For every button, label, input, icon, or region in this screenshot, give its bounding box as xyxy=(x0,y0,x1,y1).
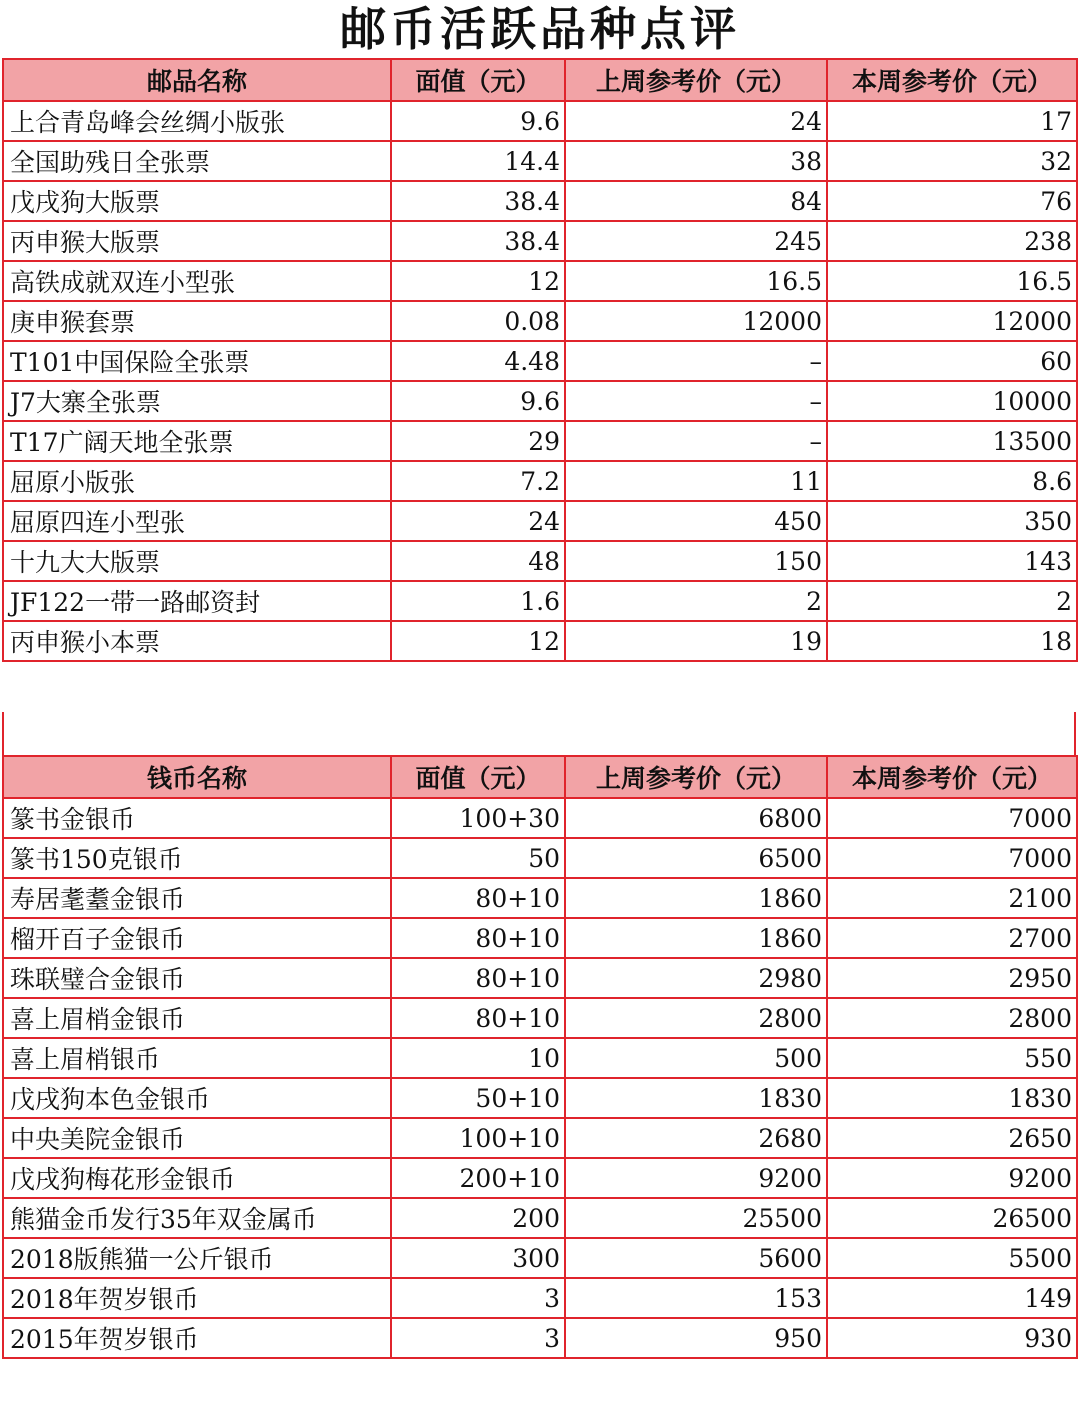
coin-row xyxy=(3,1158,1077,1198)
last-week-price-cell: – xyxy=(565,381,827,421)
face-value-cell: 38.4 xyxy=(391,221,565,261)
last-week-price-header: 上周参考价（元） xyxy=(565,756,827,798)
this-week-price-cell: 2700 xyxy=(827,918,1077,958)
this-week-price-cell: 5500 xyxy=(827,1238,1077,1278)
stamp-row xyxy=(3,181,1077,221)
stamp-row xyxy=(3,221,1077,261)
coin-row xyxy=(3,1198,1077,1238)
this-week-price-cell: 2800 xyxy=(827,998,1077,1038)
last-week-price-cell: 9200 xyxy=(565,1158,827,1198)
stamp-row xyxy=(3,341,1077,381)
last-week-price-header: 上周参考价（元） xyxy=(565,59,827,101)
last-week-price-cell: 12000 xyxy=(565,301,827,341)
last-week-price-cell: 2 xyxy=(565,581,827,621)
last-week-price-cell: 19 xyxy=(565,621,827,661)
coin-row xyxy=(3,1078,1077,1118)
item-name-cell: 屈原小版张 xyxy=(3,461,391,501)
this-week-price-cell: 32 xyxy=(827,141,1077,181)
last-week-price-cell: 245 xyxy=(565,221,827,261)
stamp-row xyxy=(3,581,1077,621)
item-name-cell: 屈原四连小型张 xyxy=(3,501,391,541)
table-separator xyxy=(2,712,1076,756)
item-name-cell: 珠联璧合金银币 xyxy=(3,958,391,998)
this-week-price-cell: 76 xyxy=(827,181,1077,221)
face-value-cell: 3 xyxy=(391,1278,565,1318)
face-value-cell: 12 xyxy=(391,621,565,661)
item-name-cell: 熊猫金币发行35年双金属币 xyxy=(3,1198,391,1238)
item-name-cell: 2015年贺岁银币 xyxy=(3,1318,391,1358)
last-week-price-cell: 5600 xyxy=(565,1238,827,1278)
stamp-row xyxy=(3,261,1077,301)
face-value-cell: 3 xyxy=(391,1318,565,1358)
face-value-cell: 200 xyxy=(391,1198,565,1238)
face-value-cell: 50 xyxy=(391,838,565,878)
this-week-price-cell: 7000 xyxy=(827,798,1077,838)
coin-price-table xyxy=(2,755,1078,1359)
item-name-cell: 喜上眉梢金银币 xyxy=(3,998,391,1038)
last-week-price-cell: 950 xyxy=(565,1318,827,1358)
item-name-cell: 戊戌狗梅花形金银币 xyxy=(3,1158,391,1198)
this-week-price-cell: 8.6 xyxy=(827,461,1077,501)
this-week-price-header: 本周参考价（元） xyxy=(827,59,1077,101)
face-value-cell: 80+10 xyxy=(391,958,565,998)
face-value-header: 面值（元） xyxy=(391,59,565,101)
item-name-cell: 寿居耄耋金银币 xyxy=(3,878,391,918)
this-week-price-cell: 2 xyxy=(827,581,1077,621)
face-value-cell: 300 xyxy=(391,1238,565,1278)
last-week-price-cell: 11 xyxy=(565,461,827,501)
item-name-cell: 戊戌狗本色金银币 xyxy=(3,1078,391,1118)
item-name-cell: 篆书金银币 xyxy=(3,798,391,838)
face-value-cell: 0.08 xyxy=(391,301,565,341)
item-name-cell: 篆书150克银币 xyxy=(3,838,391,878)
this-week-price-cell: 17 xyxy=(827,101,1077,141)
face-value-cell: 10 xyxy=(391,1038,565,1078)
item-name-cell: JF122一带一路邮资封 xyxy=(3,581,391,621)
last-week-price-cell: 500 xyxy=(565,1038,827,1078)
face-value-cell: 100+30 xyxy=(391,798,565,838)
item-name-cell: 丙申猴小本票 xyxy=(3,621,391,661)
last-week-price-cell: 25500 xyxy=(565,1198,827,1238)
face-value-cell: 9.6 xyxy=(391,101,565,141)
item-name-cell: 中央美院金银币 xyxy=(3,1118,391,1158)
last-week-price-cell: 2980 xyxy=(565,958,827,998)
face-value-cell: 4.48 xyxy=(391,341,565,381)
last-week-price-cell: 2800 xyxy=(565,998,827,1038)
item-name-cell: 高铁成就双连小型张 xyxy=(3,261,391,301)
face-value-cell: 14.4 xyxy=(391,141,565,181)
last-week-price-cell: 16.5 xyxy=(565,261,827,301)
this-week-price-cell: 7000 xyxy=(827,838,1077,878)
stamp-row xyxy=(3,461,1077,501)
last-week-price-cell: – xyxy=(565,341,827,381)
last-week-price-cell: 1860 xyxy=(565,878,827,918)
last-week-price-cell: 6500 xyxy=(565,838,827,878)
last-week-price-cell: 84 xyxy=(565,181,827,221)
this-week-price-cell: 238 xyxy=(827,221,1077,261)
item-name-cell: T17广阔天地全张票 xyxy=(3,421,391,461)
this-week-price-cell: 2100 xyxy=(827,878,1077,918)
face-value-cell: 80+10 xyxy=(391,998,565,1038)
this-week-price-cell: 550 xyxy=(827,1038,1077,1078)
item-name-cell: 十九大大版票 xyxy=(3,541,391,581)
last-week-price-cell: 1830 xyxy=(565,1078,827,1118)
last-week-price-cell: 38 xyxy=(565,141,827,181)
face-value-header: 面值（元） xyxy=(391,756,565,798)
stamp-row xyxy=(3,381,1077,421)
stamp-name-header: 邮品名称 xyxy=(3,59,391,101)
coin-row xyxy=(3,1238,1077,1278)
this-week-price-cell: 18 xyxy=(827,621,1077,661)
coin-row xyxy=(3,1318,1077,1358)
coin-row xyxy=(3,838,1077,878)
this-week-price-cell: 350 xyxy=(827,501,1077,541)
this-week-price-cell: 149 xyxy=(827,1278,1077,1318)
last-week-price-cell: 6800 xyxy=(565,798,827,838)
face-value-cell: 7.2 xyxy=(391,461,565,501)
this-week-price-cell: 13500 xyxy=(827,421,1077,461)
face-value-cell: 80+10 xyxy=(391,878,565,918)
last-week-price-cell: 153 xyxy=(565,1278,827,1318)
this-week-price-cell: 26500 xyxy=(827,1198,1077,1238)
coin-row xyxy=(3,798,1077,838)
stamp-table-body xyxy=(3,101,1077,661)
face-value-cell: 1.6 xyxy=(391,581,565,621)
this-week-price-cell: 9200 xyxy=(827,1158,1077,1198)
item-name-cell: J7大寨全张票 xyxy=(3,381,391,421)
this-week-price-cell: 143 xyxy=(827,541,1077,581)
face-value-cell: 200+10 xyxy=(391,1158,565,1198)
coin-row xyxy=(3,1118,1077,1158)
stamp-row xyxy=(3,501,1077,541)
stamp-row xyxy=(3,421,1077,461)
face-value-cell: 80+10 xyxy=(391,918,565,958)
coin-name-header: 钱币名称 xyxy=(3,756,391,798)
item-name-cell: 榴开百子金银币 xyxy=(3,918,391,958)
this-week-price-cell: 930 xyxy=(827,1318,1077,1358)
coin-row xyxy=(3,998,1077,1038)
item-name-cell: 2018年贺岁银币 xyxy=(3,1278,391,1318)
item-name-cell: 戊戌狗大版票 xyxy=(3,181,391,221)
item-name-cell: 2018版熊猫一公斤银币 xyxy=(3,1238,391,1278)
this-week-price-header: 本周参考价（元） xyxy=(827,756,1077,798)
this-week-price-cell: 60 xyxy=(827,341,1077,381)
last-week-price-cell: 150 xyxy=(565,541,827,581)
stamp-header-row xyxy=(3,59,1077,101)
item-name-cell: 全国助残日全张票 xyxy=(3,141,391,181)
item-name-cell: 庚申猴套票 xyxy=(3,301,391,341)
item-name-cell: 喜上眉梢银币 xyxy=(3,1038,391,1078)
this-week-price-cell: 10000 xyxy=(827,381,1077,421)
stamp-row xyxy=(3,101,1077,141)
face-value-cell: 100+10 xyxy=(391,1118,565,1158)
stamp-row xyxy=(3,621,1077,661)
face-value-cell: 12 xyxy=(391,261,565,301)
item-name-cell: T101中国保险全张票 xyxy=(3,341,391,381)
stamp-row xyxy=(3,541,1077,581)
last-week-price-cell: 1860 xyxy=(565,918,827,958)
coin-row xyxy=(3,1038,1077,1078)
face-value-cell: 9.6 xyxy=(391,381,565,421)
coin-row xyxy=(3,958,1077,998)
face-value-cell: 24 xyxy=(391,501,565,541)
coin-row xyxy=(3,1278,1077,1318)
coin-row xyxy=(3,878,1077,918)
face-value-cell: 29 xyxy=(391,421,565,461)
this-week-price-cell: 2950 xyxy=(827,958,1077,998)
this-week-price-cell: 12000 xyxy=(827,301,1077,341)
last-week-price-cell: 450 xyxy=(565,501,827,541)
stamp-row xyxy=(3,301,1077,341)
this-week-price-cell: 16.5 xyxy=(827,261,1077,301)
stamp-row xyxy=(3,141,1077,181)
coin-header-row xyxy=(3,756,1077,798)
face-value-cell: 48 xyxy=(391,541,565,581)
last-week-price-cell: 24 xyxy=(565,101,827,141)
coin-row xyxy=(3,918,1077,958)
this-week-price-cell: 2650 xyxy=(827,1118,1077,1158)
this-week-price-cell: 1830 xyxy=(827,1078,1077,1118)
face-value-cell: 50+10 xyxy=(391,1078,565,1118)
page-title: 邮币活跃品种点评 xyxy=(340,2,740,56)
coin-table-body xyxy=(3,798,1077,1358)
last-week-price-cell: 2680 xyxy=(565,1118,827,1158)
face-value-cell: 38.4 xyxy=(391,181,565,221)
stamp-price-table xyxy=(2,58,1078,662)
item-name-cell: 丙申猴大版票 xyxy=(3,221,391,261)
item-name-cell: 上合青岛峰会丝绸小版张 xyxy=(3,101,391,141)
last-week-price-cell: – xyxy=(565,421,827,461)
